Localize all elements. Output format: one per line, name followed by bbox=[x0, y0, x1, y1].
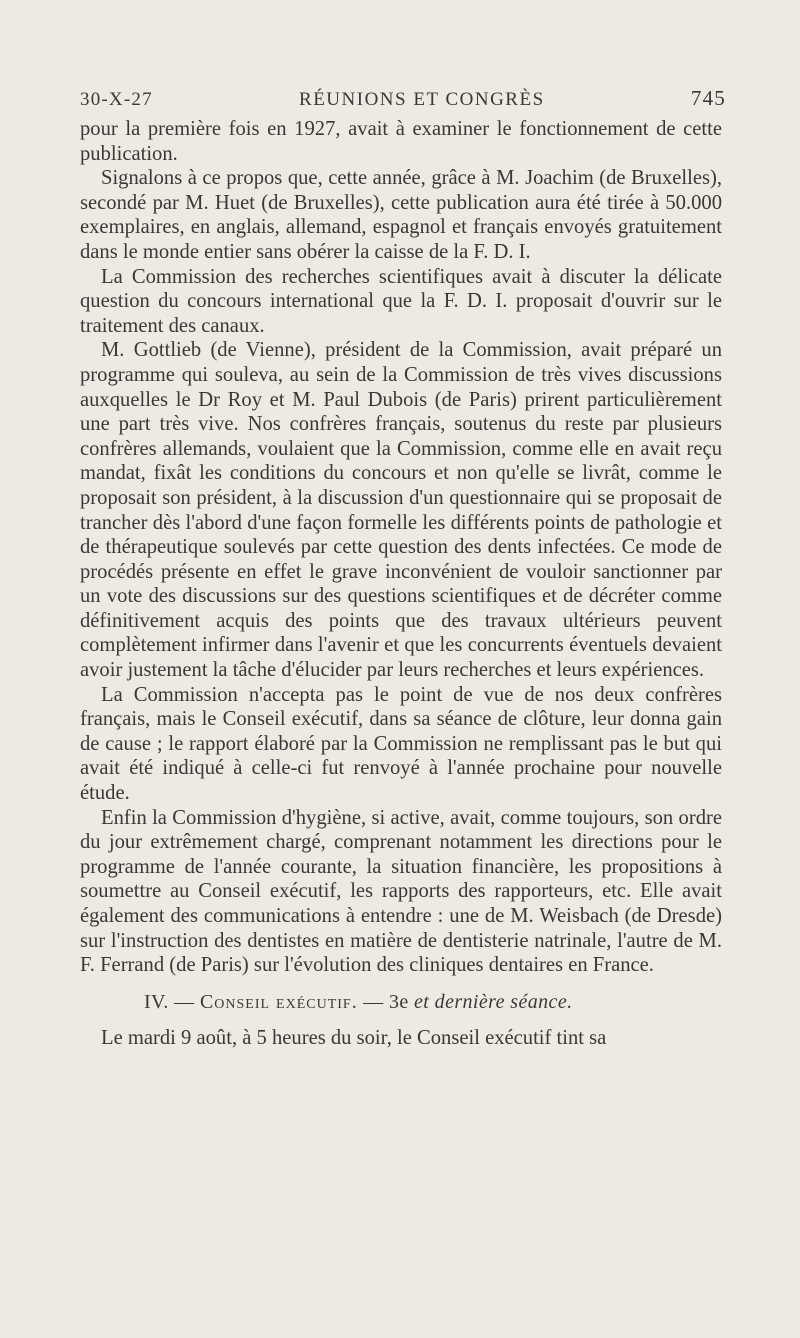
header-date: 30-X-27 bbox=[80, 89, 153, 110]
section-name: Conseil exécutif. bbox=[199, 990, 358, 1013]
section-numeral: IV. — bbox=[144, 990, 195, 1013]
section-sequence: 3e bbox=[388, 990, 409, 1013]
paragraph-4: M. Gottlieb (de Vienne), président de la Commission, avait préparé un programme qui souleva, au sein de la Commission de très vives discussions auxquelles le Dr Roy et M. Paul Dubois (de Paris) prirent particulièrement une part très vive. Nos confrères français, soutenus du reste par plusieurs confrères allemands, voulaient que la Commission, comme elle en avait reçu mandat, fixât les conditions du concours et non qu'elle se livrât, comme le proposait son président, à la discussion d'un questionnaire qui se proposait de trancher dès l'abord d'une façon formelle les différents points de pathologie et de thérapeutique soulevés par cette question des dents infectées. Ce mode de procédés présente en effet le grave inconvénient de vouloir sanctionner par un vote des discussions sur des questions scientifiques et de décréter comme définitivement acquis des points que des travaux ultérieurs peuvent complètement infirmer dans l'avenir et que les concurrents éventuels devaient avoir justement la tâche d'élucider par leurs recherches et leurs expériences. bbox=[80, 339, 722, 682]
paragraph-2: Signalons à ce propos que, cette année, grâce à M. Joachim (de Bruxelles), secondé par M. Huet (de Bruxelles), cette publication aura été tirée à 50.000 exemplaires, en anglais, allemand, espagnol et français envoyés gratuitement dans le monde entier sans obérer la caisse de la F. D. I. bbox=[80, 167, 722, 263]
paragraph-3: La Commission des recherches scientifiques avait à discuter la délicate question du concours international que la F. D. I. proposait d'ouvrir sur le traitement des canaux. bbox=[80, 265, 722, 337]
paragraph-5: La Commission n'accepta pas le point de vue de nos deux confrères français, mais le Conseil exécutif, dans sa séance de clôture, leur donna gain de cause ; le rapport élaboré par la Commission ne remplissant pas le but qui avait été indiqué à celle-ci fut renvoyé à l'année prochaine pour nouvelle étude. bbox=[80, 683, 722, 805]
paragraph-6: Enfin la Commission d'hygiène, si active, avait, comme toujours, son ordre du jour extrêmement chargé, comprenant notamment les directions pour le programme de l'année courante, la situation financière, les propositions à soumettre au Conseil exécutif, les rapports des rapporteurs, etc. Elle avait également des communications à entendre : une de M. Weisbach (de Dresde) sur l'instruction des dentistes en matière de dentisterie natrinale, l'autre de M. F. Ferrand (de Paris) sur l'évolution des cliniques dentaires en France. bbox=[80, 806, 722, 977]
header-title: RÉUNIONS ET CONGRÈS bbox=[299, 89, 545, 110]
section-dash: — bbox=[363, 990, 384, 1013]
running-header bbox=[80, 86, 726, 111]
body-text bbox=[80, 117, 722, 1051]
section-italic: et dernière séance. bbox=[414, 990, 573, 1013]
paragraph-1: pour la première fois en 1927, avait à examiner le fonctionnement de cette publication. bbox=[80, 118, 722, 165]
page-number: 745 bbox=[690, 86, 726, 110]
section-heading bbox=[80, 990, 722, 1015]
closing-line: Le mardi 9 août, à 5 heures du soir, le Conseil exécutif tint sa bbox=[101, 1027, 607, 1050]
